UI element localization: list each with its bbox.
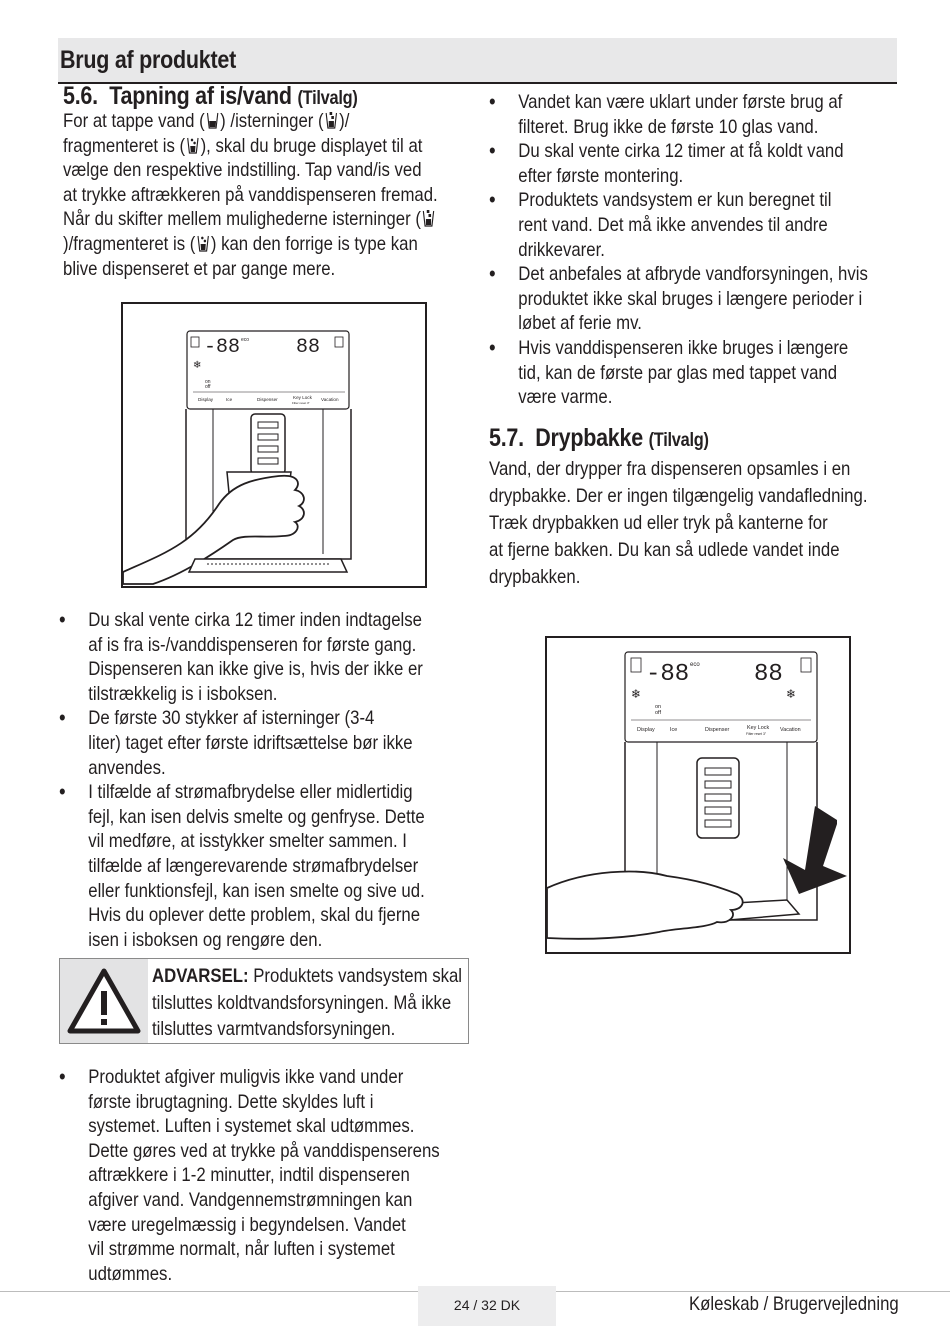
panel2-display-label: Display: [637, 727, 655, 733]
section-5-7-number: 5.7.: [489, 424, 524, 452]
panel-keylock-sub: Filter reset 3": [292, 401, 310, 405]
drip-tray-figure: [545, 636, 851, 954]
list-item: • Produktets vandsystem er kun beregnet til rent vand. Det må ikke anvendes til andre drikkevarer.: [489, 187, 832, 261]
list-item: • Du skal vente cirka 12 timer inden indtagelse af is fra is-/vanddispenseren for første gang. Dispenseren kan ikke give is, hvis der ikke er tilstrækkelig is i isboksen.: [59, 607, 423, 705]
ice-cube-cup-icon: [421, 208, 436, 228]
svg-text:88: 88: [296, 336, 321, 359]
svg-text:88: 88: [754, 661, 783, 688]
p56-text-7: at trykke aftrækkeren på vanddispenseren fremad.: [63, 183, 438, 206]
panel2-dispenser-label: Dispenser: [705, 727, 730, 733]
warning-icon-area: [60, 959, 148, 1043]
left-bullet-list: [59, 608, 472, 952]
list-item: • De første 30 stykker af isterninger (3-4 liter) taget efter første idriftsættelse bør ikke anvendes.: [59, 705, 413, 779]
section-5-6-optional: (Tilvalg): [297, 88, 358, 109]
warning-text: ADVARSEL: Produktets vandsystem skal tilsluttes koldtvandsforsyningen. Må ikke tilsluttes varmtvandsforsyningen.: [152, 965, 463, 1040]
panel2-eco-label: eco: [690, 662, 700, 668]
left-bullet-list-2: [59, 1065, 472, 1286]
panel-ice-label: Ice: [226, 397, 233, 402]
p56-text-11: blive dispenseret et par gange mere.: [63, 257, 336, 280]
panel2-off-label: off: [655, 710, 662, 716]
drip-tray-illustration: [547, 638, 849, 952]
dispenser-illustration: [123, 304, 425, 586]
section-5-6-number: 5.6.: [63, 82, 98, 110]
panel-keylock-label: Key Lock: [293, 395, 312, 400]
p56-text-3: )/: [339, 110, 350, 132]
p56-text-6: vælge den respektive indstilling. Tap vand/is ved: [63, 159, 422, 182]
dispenser-figure: [121, 302, 427, 588]
list-item: • I tilfælde af strømafbrydelse eller midlertidig fejl, kan isen delvis smelte og genfryse. Dette vil medføre, at isstykker smelter sammen. I tilfælde af længerevarende strømafbrydelser eller funktionsfejl, kan isen smelte og sive ud. Hvis du oplever dette problem, skal du fjerne isen i isboksen og rengøre den.: [59, 779, 425, 951]
page-number: 24 / 32 DK: [453, 1297, 521, 1313]
panel2-keylock-label: Key Lock: [747, 725, 770, 731]
svg-text:-88: -88: [204, 336, 241, 359]
crushed-ice-cup-icon: [195, 233, 210, 253]
panel2-ice-label: Ice: [670, 727, 678, 733]
list-item: • Det anbefales at afbryde vandforsyningen, hvis produktet ikke skal bruges i længere perioder i løbet af ferie mv.: [489, 261, 868, 335]
water-cup-icon: [205, 110, 220, 130]
panel-on-label: on: [205, 379, 211, 385]
panel2-vacation-label: Vacation: [780, 727, 801, 733]
p56-text-4: fragmenteret is (: [63, 134, 186, 157]
p56-text-8: Når du skifter mellem mulighederne isterninger (: [63, 208, 421, 231]
page-header-title: Brug af produktet: [60, 46, 236, 74]
list-item: • Produktet afgiver muligvis ikke vand under første ibrugtagning. Dette skyldes luft i systemet. Luften i systemet skal udtømmes. Dette gøres ved at trykke på vanddispenserens aftrækkere i 1-2 minutter, indtil dispenseren afgiver vand. Vandgennemstrømningen kan være uregelmæssig i begyndelsen. Vandet vil strømme normalt, når luften i systemet udtømmes.: [59, 1064, 440, 1285]
warning-box: [59, 958, 469, 1044]
panel-off-label: off: [205, 384, 211, 390]
svg-text:❄: ❄: [786, 687, 797, 701]
p56-text-10: ) kan den forrige is type kan: [210, 232, 418, 255]
svg-text:-88: -88: [646, 661, 690, 688]
footer-doc-title: Køleskab / Brugervejledning: [689, 1293, 899, 1315]
panel2-on-label: on: [655, 704, 662, 710]
right-bullet-list: [489, 90, 902, 410]
list-item: • Hvis vanddispenseren ikke bruges i længere tid, kan de første par glas med tappet vand være varme.: [489, 334, 849, 409]
section-5-6-title: Tapning af is/vand: [109, 82, 292, 110]
section-5-7-paragraph: Vand, der drypper fra dispenseren opsamles i en drypbakke. Der er ingen tilgængelig vandafledning. Træk drypbakken ud eller tryk på kanterne for at fjerne bakken. Du kan så udlede vandet inde drypbakken.: [489, 458, 868, 588]
section-5-6-paragraph: [63, 109, 476, 281]
section-5-7-title: Drypbakke: [535, 424, 643, 452]
p56-text-2: ) /isterninger (: [220, 110, 324, 132]
warning-triangle-icon: [60, 959, 148, 1043]
p56-text-1: For at tappe vand (: [63, 110, 205, 132]
panel-display-label: Display: [198, 397, 214, 402]
panel-dispenser-label: Dispenser: [257, 397, 278, 402]
section-5-7-optional: (Tilvalg): [648, 430, 709, 451]
warning-label: ADVARSEL:: [152, 965, 249, 987]
svg-text:❄: ❄: [631, 687, 642, 701]
svg-text:❄: ❄: [193, 360, 202, 371]
list-item: • Du skal vente cirka 12 timer at få koldt vand efter første montering.: [489, 138, 844, 187]
panel-vacation-label: Vacation: [321, 397, 339, 402]
ice-cube-cup-icon: [324, 110, 339, 130]
panel2-keylock-sub: Filter reset 3": [746, 732, 767, 736]
section-5-6-heading: [63, 82, 358, 111]
panel-eco-label: eco: [241, 337, 250, 343]
crushed-ice-cup-icon: [185, 135, 200, 155]
section-5-7-heading: [489, 424, 709, 453]
p56-text-9: )/fragmenteret is (: [63, 232, 196, 255]
list-item: • Vandet kan være uklart under første brug af filteret. Brug ikke de første 10 glas vand.: [489, 89, 843, 138]
p56-text-5: ), skal du bruge displayet til at: [200, 134, 423, 157]
